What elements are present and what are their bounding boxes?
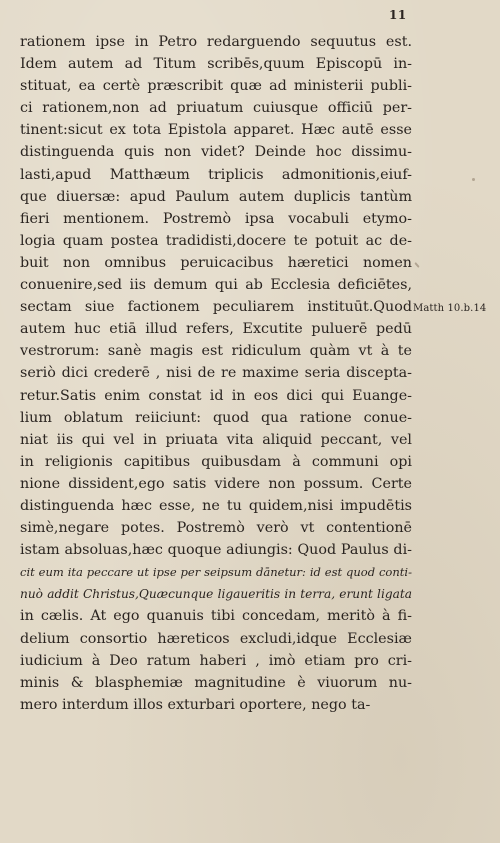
text-line-21: nione dissident,ego satis videre non possum. Certe — [20, 475, 412, 492]
text-line-17: retur.Satis enim constat id in eos dici qui Euange- — [20, 387, 412, 404]
text-line-25-quote: cit eum ita peccare ut ipse per seipsum dānetur: id est quod conti- — [20, 565, 412, 580]
text-line-19: niat iis qui vel in priuata vita aliquid peccant, vel — [20, 431, 412, 448]
text-line-15: vestrorum: sanè magis est ridiculum quàm vt à te — [20, 343, 412, 360]
text-line-8: que diuersæ: apud Paulum autem duplicis tantùm — [20, 188, 412, 205]
text-line-3: stituat, ea certè præscribit quæ ad ministerii publi- — [20, 78, 412, 95]
text-line-29: iudicium à Deo ratum haberi , imò etiam pro cri- — [20, 652, 412, 669]
text-line-14: autem huc etiā illud refers, Excutite puluerē pedū — [20, 321, 412, 338]
text-line-27: in cælis. At ego quanuis tibi concedam, meritò à fi- — [20, 608, 412, 625]
text-line-24: istam absoluas,hæc quoque adiungis: Quod Paulus di- — [20, 542, 412, 559]
margin-note: Matth 10.b.14 — [413, 303, 487, 314]
text-line-31: mero interdum illos exturbari oportere, nego ta- — [20, 696, 371, 713]
text-line-11: buit non omnibus peruicacibus hæretici nomen — [20, 254, 412, 271]
text-line-6: distinguenda quis non videt? Deinde hoc dissimu- — [20, 144, 412, 161]
text-line-2: Idem autem ad Titum scribēs,quum Episcopū in- — [20, 56, 412, 73]
page-number: 11 — [389, 8, 407, 22]
text-line-4: ci rationem,non ad priuatum cuiusque officiū per- — [20, 100, 412, 117]
text-line-18: lium oblatum reiiciunt: quod qua ratione conue- — [20, 409, 412, 426]
text-line-16: seriò dici crederē , nisi de re maxime seria disceptа- — [20, 365, 412, 382]
text-line-20: in religionis capitibus quibusdam à communi opi — [20, 453, 412, 470]
body-text — [20, 31, 412, 716]
text-line-10: logia quam postea tradidisti,docere te potuit ac de- — [20, 232, 412, 249]
text-line-30: minis & blasphemiæ magnitudine è viuorum nu- — [20, 674, 412, 691]
text-line-28: delium consortio hæreticos excludi,idque Ecclesiæ — [20, 630, 412, 647]
text-line-22: distinguenda hæc esse, ne tu quidem,nisi impudētis — [20, 497, 412, 514]
text-line-5: tinent:sicut ex tota Epistola apparet. Hæc autē esse — [20, 122, 412, 139]
text-line-9: fieri mentionem. Postremò ipsa vocabuli etymo- — [20, 210, 412, 227]
text-line-23: simè,negare potes. Postremò verò vt contentionē — [20, 520, 412, 537]
ink-speck — [414, 262, 419, 268]
text-line-12: conuenire,sed iis demum qui ab Ecclesia deficiētes, — [20, 277, 412, 294]
text-line-26-quote: nuò addit Christus,Quæcunque ligaueritis in terra, erunt ligata — [20, 587, 412, 602]
text-line-1: rationem ipse in Petro redarguendo sequutus est. — [20, 34, 412, 50]
ink-speck — [472, 178, 475, 181]
text-line-7: lasti,apud Matthæum triplicis admonitionis,eiuf- — [20, 166, 412, 183]
text-line-13: sectam siue factionem peculiarem instituūt.Quod — [20, 299, 412, 316]
